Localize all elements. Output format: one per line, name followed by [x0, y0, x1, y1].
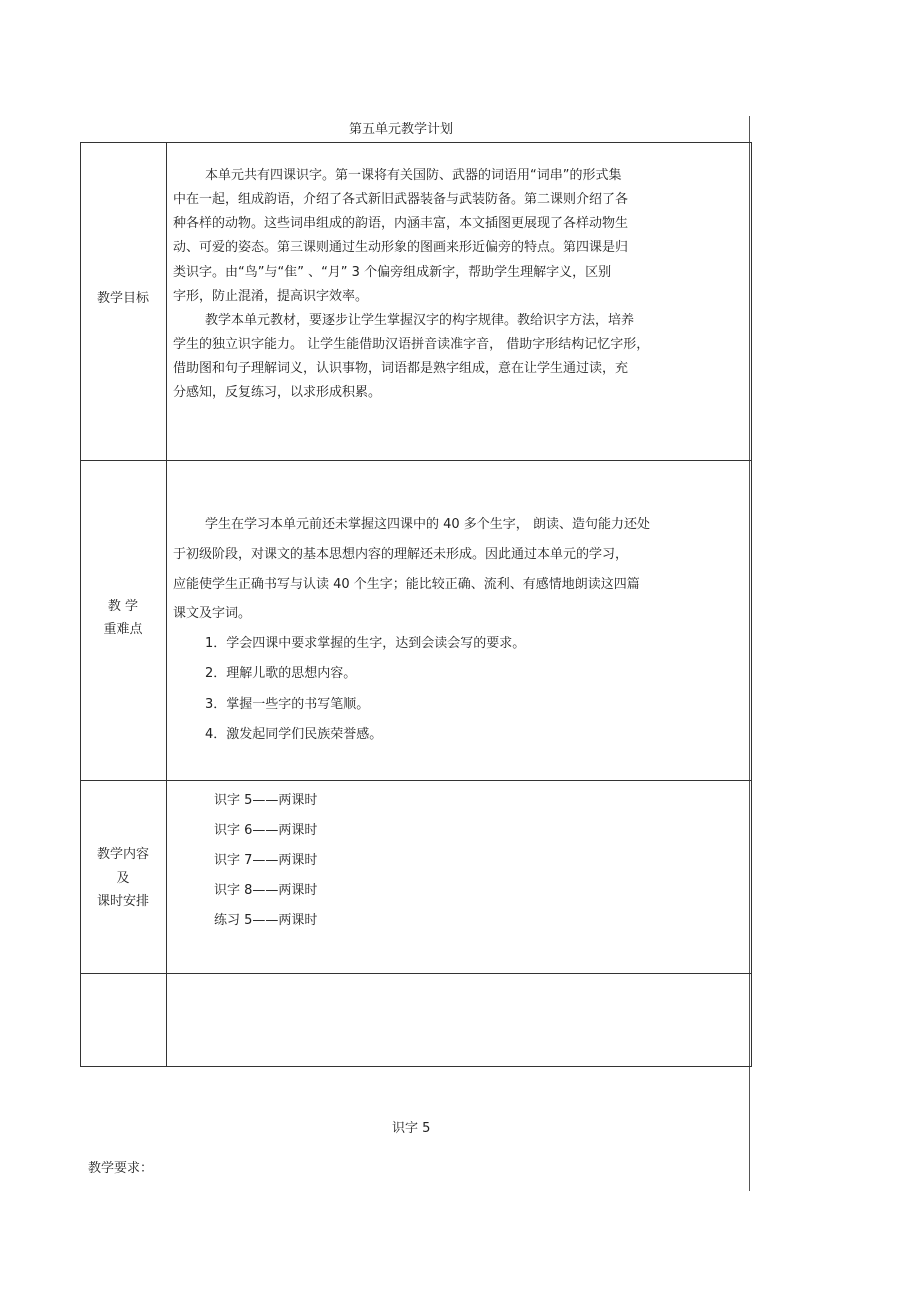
text-line: 动、可爱的姿态。第三课则通过生动形象的图画来形近偏旁的特点。第四课是归 — [173, 240, 629, 255]
row-content-schedule — [81, 781, 752, 974]
text-line: 学生的独立识字能力。 让学生能借助汉语拼音读准字音， 借助字形结构记忆字形， — [173, 337, 650, 352]
schedule-item: 练习 5——两课时 — [214, 913, 318, 928]
content-cell — [167, 974, 752, 1067]
list-item: 4．激发起同学们民族荣誉感。 — [205, 727, 383, 742]
row-label: 教学目标 — [96, 291, 149, 306]
label-cell — [81, 461, 167, 781]
text-line: 学生在学习本单元前还未掌握这四课中的 40 多个生字， 朗读、造句能力还处 — [205, 517, 650, 532]
text-line: 类识字。由“鸟”与“隹” 、“月” 3 个偏旁组成新字，帮助学生理解字义，区别 — [173, 265, 612, 280]
row-teaching-goals — [81, 143, 752, 461]
list-item: 3．掌握一些字的书写笔顺。 — [205, 697, 370, 712]
text-line: 种各样的动物。这些词串组成的韵语，内涵丰富，本文插图更展现了各样动物生 — [173, 216, 629, 231]
row-label: 课时安排 — [96, 894, 149, 909]
text-line: 字形，防止混淆，提高识字效率。 — [173, 289, 369, 304]
text-line: 于初级阶段，对课文的基本思想内容的理解还未形成。因此通过本单元的学习， — [173, 547, 629, 562]
list-item: 2．理解儿歌的思想内容。 — [205, 666, 357, 681]
schedule-item: 识字 7——两课时 — [214, 853, 318, 868]
content-cell — [167, 461, 752, 781]
page-title: 第五单元教学计划 — [349, 122, 454, 137]
content-cell — [167, 781, 752, 974]
text-line: 借助图和句子理解词义，认识事物，词语都是熟字组成，意在让学生通过读，充 — [173, 361, 629, 376]
row-label: 教学内容 — [96, 847, 149, 862]
content-cell — [167, 143, 752, 461]
text-line: 分感知，反复练习，以求形成积累。 — [173, 385, 382, 400]
schedule-item: 识字 5——两课时 — [214, 793, 318, 808]
row-key-difficulties — [81, 461, 752, 781]
label-cell — [81, 781, 167, 974]
text-line: 中在一起，组成韵语，介绍了各式新旧武器装备与武装防备。第二课则介绍了各 — [173, 192, 629, 207]
row-label: 重难点 — [103, 622, 143, 637]
schedule-item: 识字 6——两课时 — [214, 823, 318, 838]
label-cell — [81, 143, 167, 461]
text-line: 教学本单元教材，要逐步让学生掌握汉字的构字规律。教给识字方法，培养 — [205, 313, 635, 328]
text-line: 课文及字词。 — [173, 606, 252, 621]
requirement-label: 教学要求： — [88, 1161, 154, 1176]
text-line: 本单元共有四课识字。第一课将有关国防、武器的词语用“词串”的形式集 — [205, 168, 622, 183]
row-label: 及 — [116, 871, 130, 886]
plan-table — [80, 142, 752, 1067]
list-item: 1．学会四课中要求掌握的生字，达到会读会写的要求。 — [205, 636, 526, 651]
label-cell — [81, 974, 167, 1067]
text-line: 应能使学生正确书写与认读 40 个生字；能比较正确、流利、有感情地朗读这四篇 — [173, 577, 640, 592]
section-title: 识字 5 — [392, 1121, 431, 1136]
schedule-item: 识字 8——两课时 — [214, 883, 318, 898]
row-empty — [81, 974, 752, 1067]
row-label: 教 学 — [107, 599, 139, 614]
